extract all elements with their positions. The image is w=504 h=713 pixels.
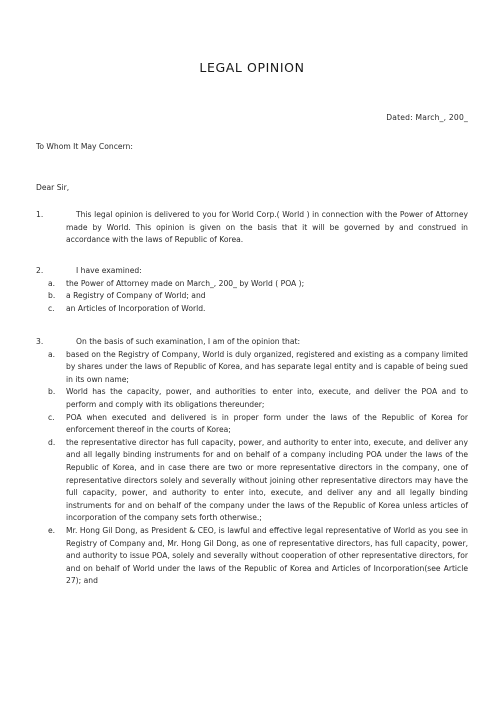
list-item-label: d.: [48, 437, 56, 447]
list-item-text: Mr. Hong Gil Dong, as President & CEO, is lawful and effective legal representative of World as you see in Registry of Company and, Mr. Hong Gil Dong, as one of representative directors, has full capacity, power, and authority to issue POA, solely and severally without cooperation of other representative directors, for and on behalf of World under the laws of the Republic of Korea and Articles of Incorporation(see Article 27); and: [66, 525, 468, 586]
list-item: [36, 525, 468, 588]
list-item-label: a.: [48, 349, 56, 359]
section-1: [36, 209, 468, 247]
section-1-item: [36, 209, 468, 247]
list-item: [36, 412, 468, 437]
list-item-text: the representative director has full capacity, power, and authority to enter into, execute, and deliver any and all legally binding instruments for and on behalf of a company including POA under the laws of the Republic of Korea, and in case there are two or more representative directors in the company, one of representative directors solely and severally without joining other representative directors may have the full capacity, power, and authority to enter into, execute, and deliver any and all legally binding instruments for and on behalf of the company under the laws of the Republic of Korea unless articles of incorporation of the company sets forth otherwise.;: [66, 437, 468, 523]
list-item-label: e.: [48, 525, 56, 535]
list-item-text: based on the Registry of Company, World is duly organized, registered and existing as a company limited by shares under the laws of Republic of Korea, and has separate legal entity and is capable of being sued in its own name;: [66, 349, 468, 384]
list-item-text: POA when executed and delivered is in proper form under the laws of the Republic of Korea for enforcement thereof in the courts of Korea;: [66, 412, 468, 435]
list-item: [36, 278, 468, 291]
list-item: [36, 386, 468, 411]
section-3-item: [36, 336, 468, 349]
list-item: [36, 349, 468, 387]
list-item-text: a Registry of Company of World; and: [66, 291, 206, 301]
section-3-number: 3.: [36, 337, 44, 346]
section-3-text: On the basis of such examination, I am of the opinion that:: [76, 337, 301, 346]
date-line: Dated: March_, 200_: [386, 113, 468, 122]
list-item-text: the Power of Attorney made on March_, 200_ by World ( POA );: [66, 278, 305, 288]
list-item-label: c.: [48, 412, 55, 422]
document-title: LEGAL OPINION: [199, 60, 305, 75]
section-1-number: 1.: [36, 210, 44, 219]
addressee-line: To Whom It May Concern:: [36, 142, 133, 151]
list-item-text: World has the capacity, power, and authorities to enter into, execute, and deliver the POA and to perform and comply with its obligations thereunder;: [66, 387, 468, 409]
section-2-number: 2.: [36, 266, 44, 275]
list-item-text: an Articles of Incorporation of World.: [66, 303, 206, 313]
section-1-text: This legal opinion is delivered to you for World Corp.( World ) in connection with the Power of Attorney made by World. This opinion is given on the basis that it will be governed by and construed in accordance with the laws of Republic of Korea.: [66, 210, 468, 245]
salutation: Dear Sir,: [36, 183, 70, 192]
list-item-label: a.: [48, 278, 56, 288]
list-item: [36, 303, 468, 316]
list-item-label: b.: [48, 291, 56, 301]
section-2: [36, 265, 468, 315]
list-item-label: b.: [48, 387, 56, 397]
section-3: [36, 336, 468, 588]
section-2-item: [36, 265, 468, 278]
list-item: [36, 290, 468, 303]
list-item: [36, 437, 468, 525]
section-2-text: I have examined:: [76, 266, 142, 275]
list-item-label: c.: [48, 303, 55, 313]
